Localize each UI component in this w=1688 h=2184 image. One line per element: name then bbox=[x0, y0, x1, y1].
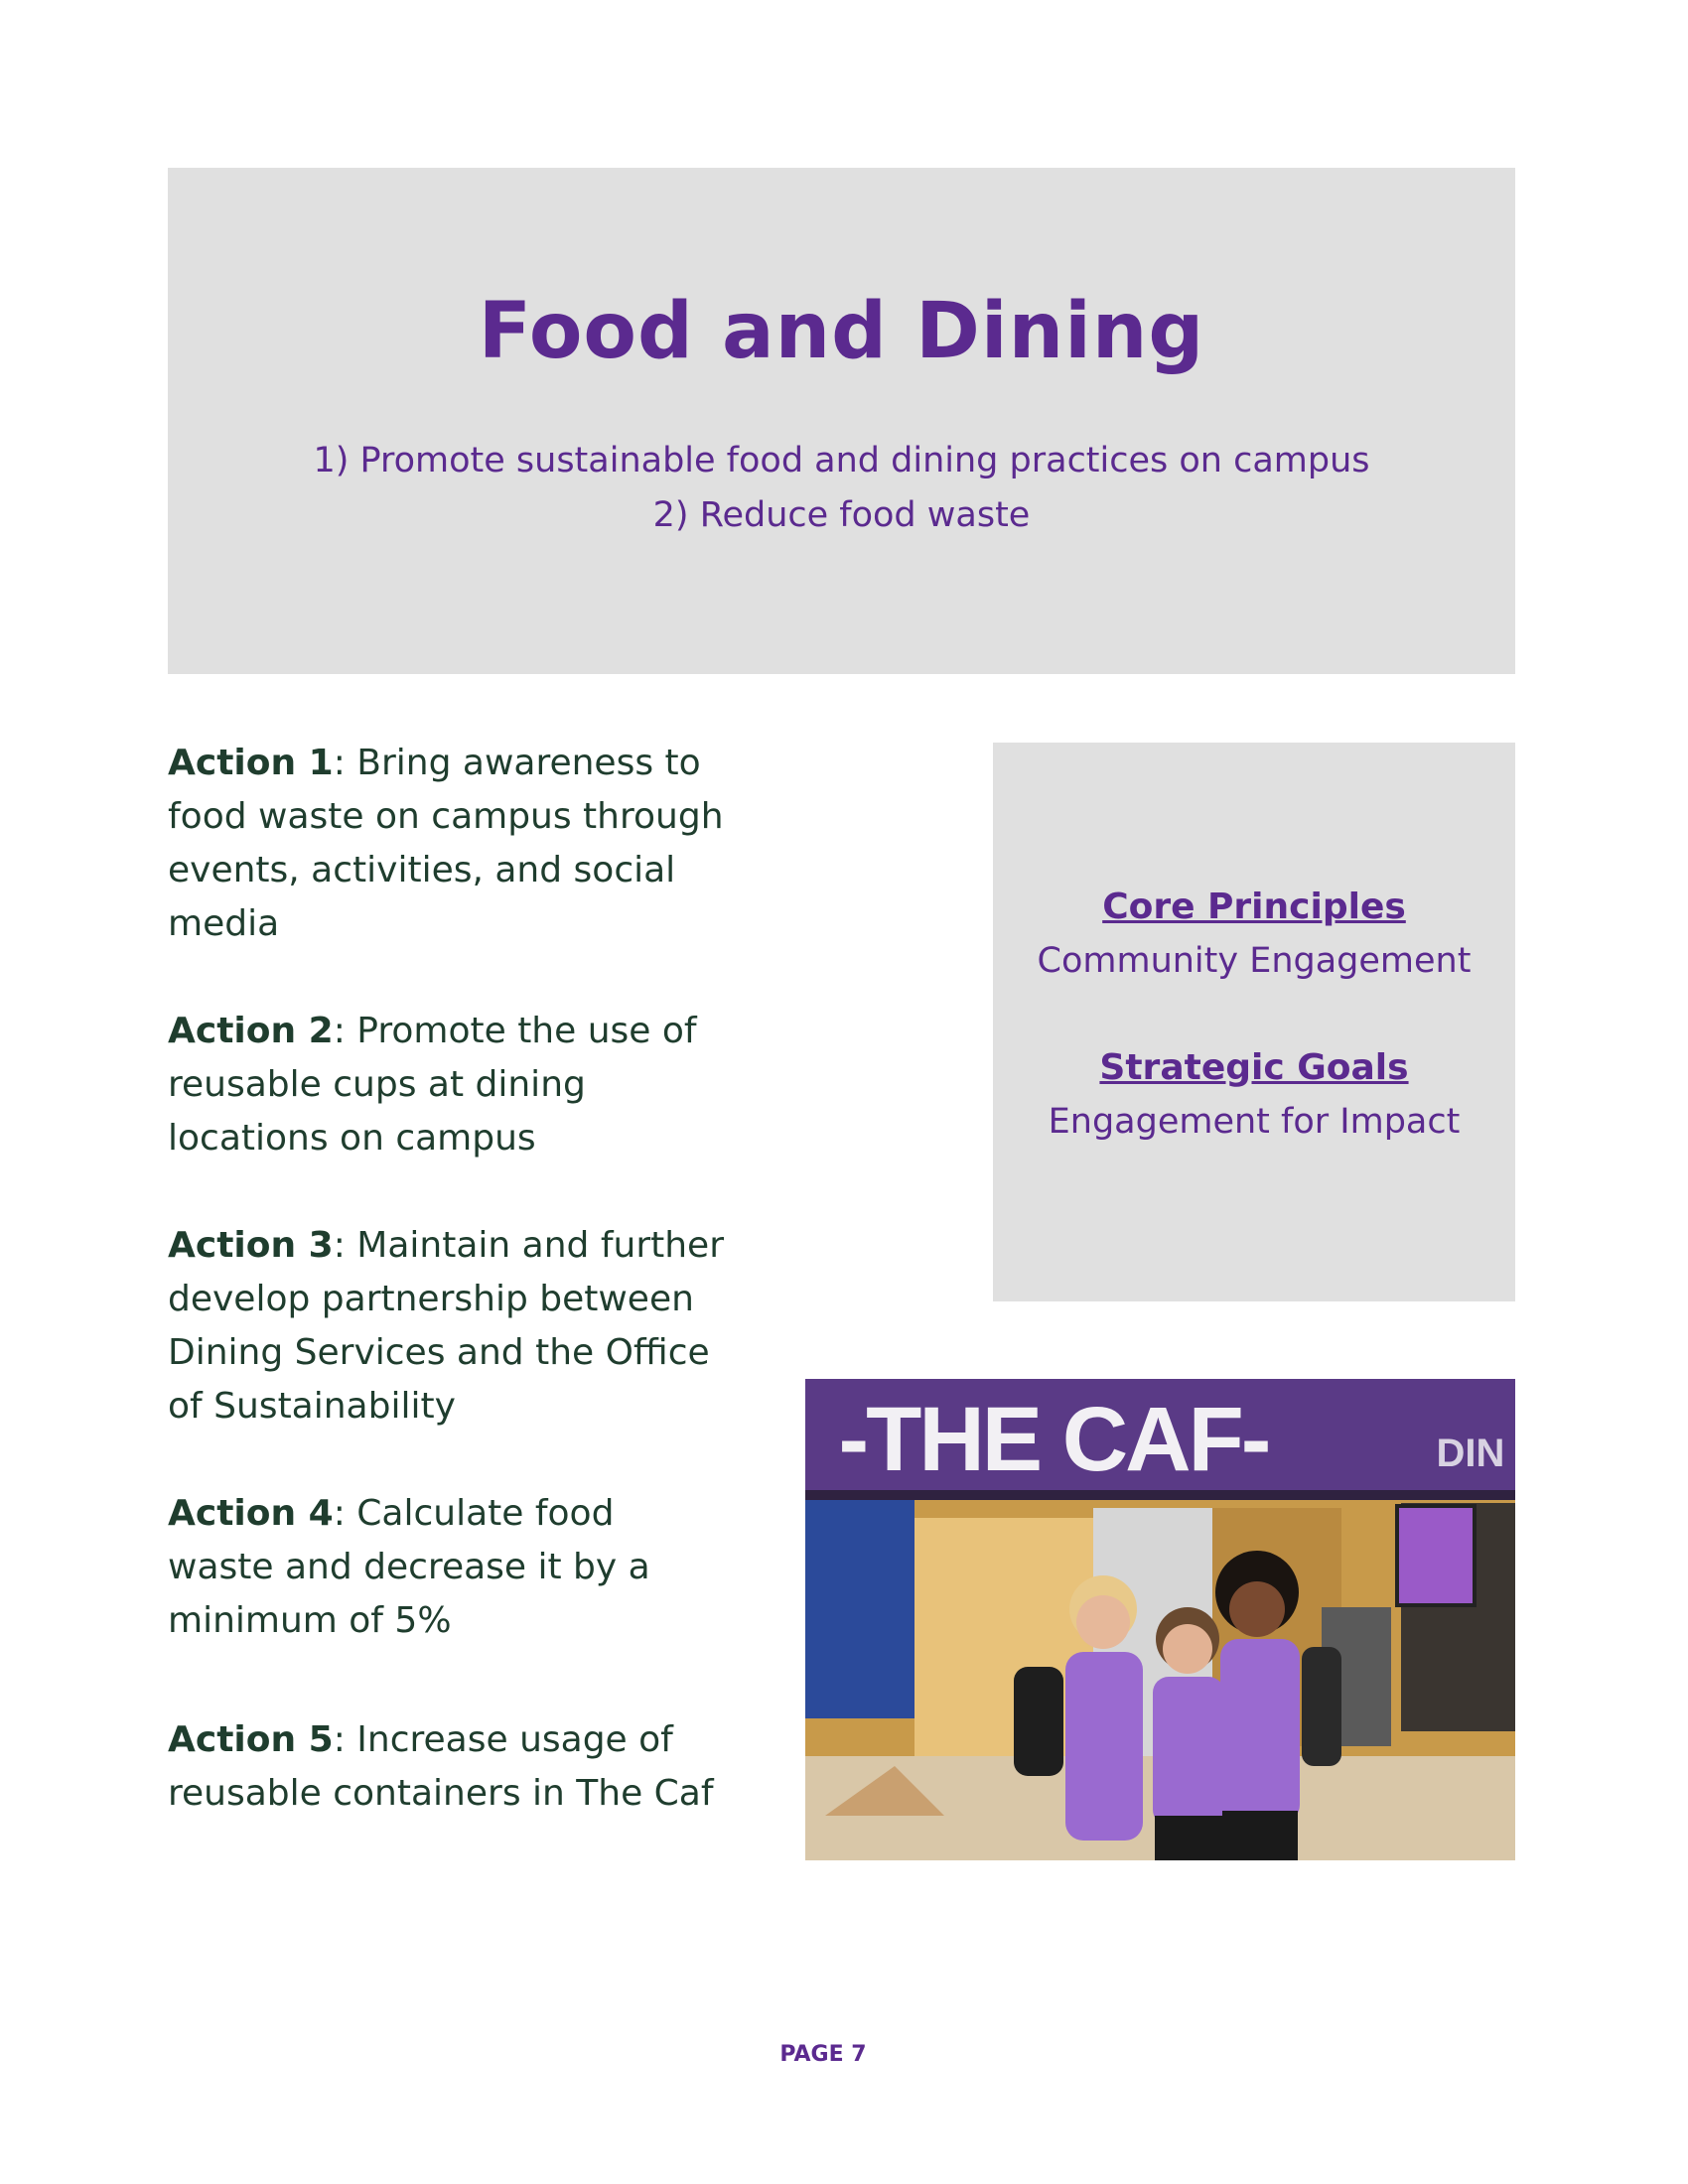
principles-panel bbox=[993, 743, 1515, 1301]
core-principles-heading: Core Principles bbox=[1102, 887, 1406, 927]
action-item-5 bbox=[168, 1713, 724, 1821]
action-text: : Increase usage of reusable containers in The Caf bbox=[168, 1719, 714, 1814]
goal-line-2: 2) Reduce food waste bbox=[652, 495, 1031, 535]
core-principles-value: Community Engagement bbox=[1037, 941, 1472, 981]
header-banner bbox=[168, 168, 1515, 674]
action-label: Action 5 bbox=[168, 1719, 334, 1760]
strategic-goals-value: Engagement for Impact bbox=[1048, 1102, 1461, 1142]
action-label: Action 3 bbox=[168, 1225, 334, 1266]
action-text: : Promote the use of reusable cups at dining locations on campus bbox=[168, 1011, 697, 1159]
action-item-2 bbox=[168, 1005, 724, 1165]
action-label: Action 1 bbox=[168, 743, 334, 783]
action-label: Action 2 bbox=[168, 1011, 334, 1051]
action-text: : Bring awareness to food waste on campus through events, activities, and social media bbox=[168, 743, 724, 944]
photo-illustration bbox=[805, 1379, 1515, 1860]
goal-line-1: 1) Promote sustainable food and dining practices on campus bbox=[313, 441, 1370, 480]
action-text: : Maintain and further develop partnership between Dining Services and the Office of Sustainability bbox=[168, 1225, 724, 1427]
page-number: PAGE 7 bbox=[779, 2042, 867, 2067]
action-item-1 bbox=[168, 737, 724, 951]
page-title: Food and Dining bbox=[478, 287, 1205, 376]
cafeteria-photo bbox=[805, 1379, 1515, 1860]
action-label: Action 4 bbox=[168, 1493, 334, 1534]
caf-sign-side-text: DIN bbox=[1436, 1432, 1505, 1475]
caf-sign-text: -THE CAF- bbox=[838, 1389, 1269, 1490]
action-text: : Calculate food waste and decrease it by a minimum of 5% bbox=[168, 1493, 650, 1641]
action-item-4 bbox=[168, 1487, 724, 1648]
strategic-goals-heading: Strategic Goals bbox=[1099, 1047, 1409, 1088]
action-item-3 bbox=[168, 1219, 724, 1433]
